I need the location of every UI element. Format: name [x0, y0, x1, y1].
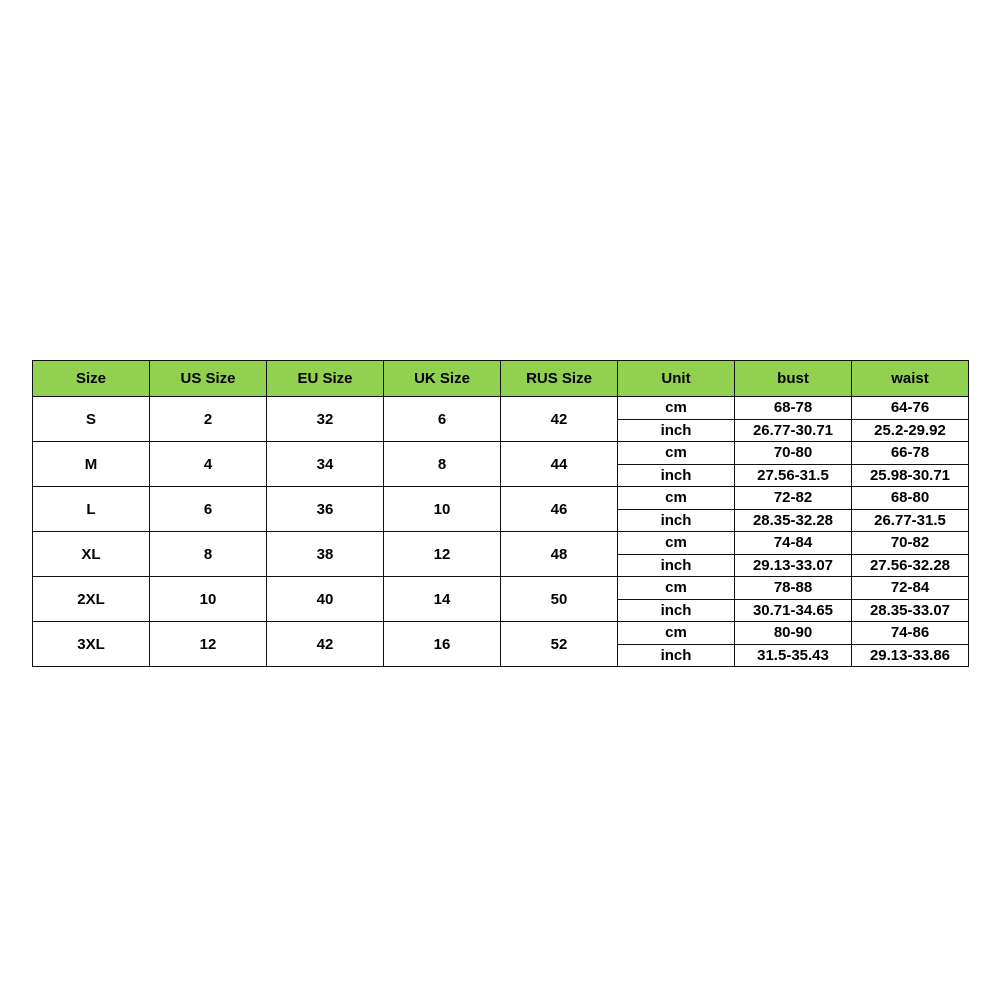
bust-cell: 78-88 [735, 577, 852, 600]
unit-cell: cm [618, 397, 735, 420]
table-row [33, 397, 969, 420]
bust-cell: 72-82 [735, 487, 852, 510]
table-row [33, 442, 969, 465]
waist-cell: 29.13-33.86 [852, 644, 969, 667]
eu-size-cell: 42 [267, 622, 384, 667]
header-waist: waist [852, 361, 969, 397]
waist-cell: 70-82 [852, 532, 969, 555]
uk-size-cell: 16 [384, 622, 501, 667]
waist-cell: 68-80 [852, 487, 969, 510]
size-chart-body [33, 397, 969, 667]
rus-size-cell: 46 [501, 487, 618, 532]
waist-cell: 74-86 [852, 622, 969, 645]
uk-size-cell: 10 [384, 487, 501, 532]
us-size-cell: 4 [150, 442, 267, 487]
eu-size-cell: 36 [267, 487, 384, 532]
size-cell: S [33, 397, 150, 442]
bust-cell: 29.13-33.07 [735, 554, 852, 577]
rus-size-cell: 50 [501, 577, 618, 622]
size-cell: 3XL [33, 622, 150, 667]
rus-size-cell: 42 [501, 397, 618, 442]
header-unit: Unit [618, 361, 735, 397]
bust-cell: 31.5-35.43 [735, 644, 852, 667]
eu-size-cell: 38 [267, 532, 384, 577]
size-cell: M [33, 442, 150, 487]
unit-cell: inch [618, 644, 735, 667]
header-row [33, 361, 969, 397]
unit-cell: inch [618, 509, 735, 532]
rus-size-cell: 44 [501, 442, 618, 487]
unit-cell: inch [618, 554, 735, 577]
us-size-cell: 6 [150, 487, 267, 532]
rus-size-cell: 52 [501, 622, 618, 667]
eu-size-cell: 40 [267, 577, 384, 622]
table-row [33, 487, 969, 510]
us-size-cell: 8 [150, 532, 267, 577]
uk-size-cell: 14 [384, 577, 501, 622]
unit-cell: cm [618, 622, 735, 645]
bust-cell: 68-78 [735, 397, 852, 420]
size-cell: 2XL [33, 577, 150, 622]
size-chart-table [32, 360, 969, 667]
waist-cell: 26.77-31.5 [852, 509, 969, 532]
bust-cell: 70-80 [735, 442, 852, 465]
unit-cell: inch [618, 419, 735, 442]
bust-cell: 26.77-30.71 [735, 419, 852, 442]
waist-cell: 25.98-30.71 [852, 464, 969, 487]
us-size-cell: 2 [150, 397, 267, 442]
size-chart-header [33, 361, 969, 397]
uk-size-cell: 6 [384, 397, 501, 442]
waist-cell: 64-76 [852, 397, 969, 420]
header-eu-size: EU Size [267, 361, 384, 397]
eu-size-cell: 32 [267, 397, 384, 442]
uk-size-cell: 12 [384, 532, 501, 577]
waist-cell: 27.56-32.28 [852, 554, 969, 577]
table-row [33, 577, 969, 600]
table-row [33, 622, 969, 645]
table-row [33, 532, 969, 555]
uk-size-cell: 8 [384, 442, 501, 487]
header-uk-size: UK Size [384, 361, 501, 397]
bust-cell: 27.56-31.5 [735, 464, 852, 487]
us-size-cell: 12 [150, 622, 267, 667]
unit-cell: cm [618, 532, 735, 555]
waist-cell: 72-84 [852, 577, 969, 600]
header-size: Size [33, 361, 150, 397]
unit-cell: cm [618, 577, 735, 600]
unit-cell: inch [618, 599, 735, 622]
size-cell: L [33, 487, 150, 532]
waist-cell: 28.35-33.07 [852, 599, 969, 622]
unit-cell: inch [618, 464, 735, 487]
eu-size-cell: 34 [267, 442, 384, 487]
waist-cell: 25.2-29.92 [852, 419, 969, 442]
bust-cell: 74-84 [735, 532, 852, 555]
bust-cell: 80-90 [735, 622, 852, 645]
us-size-cell: 10 [150, 577, 267, 622]
header-us-size: US Size [150, 361, 267, 397]
header-rus-size: RUS Size [501, 361, 618, 397]
rus-size-cell: 48 [501, 532, 618, 577]
bust-cell: 30.71-34.65 [735, 599, 852, 622]
unit-cell: cm [618, 442, 735, 465]
header-bust: bust [735, 361, 852, 397]
size-cell: XL [33, 532, 150, 577]
waist-cell: 66-78 [852, 442, 969, 465]
bust-cell: 28.35-32.28 [735, 509, 852, 532]
unit-cell: cm [618, 487, 735, 510]
